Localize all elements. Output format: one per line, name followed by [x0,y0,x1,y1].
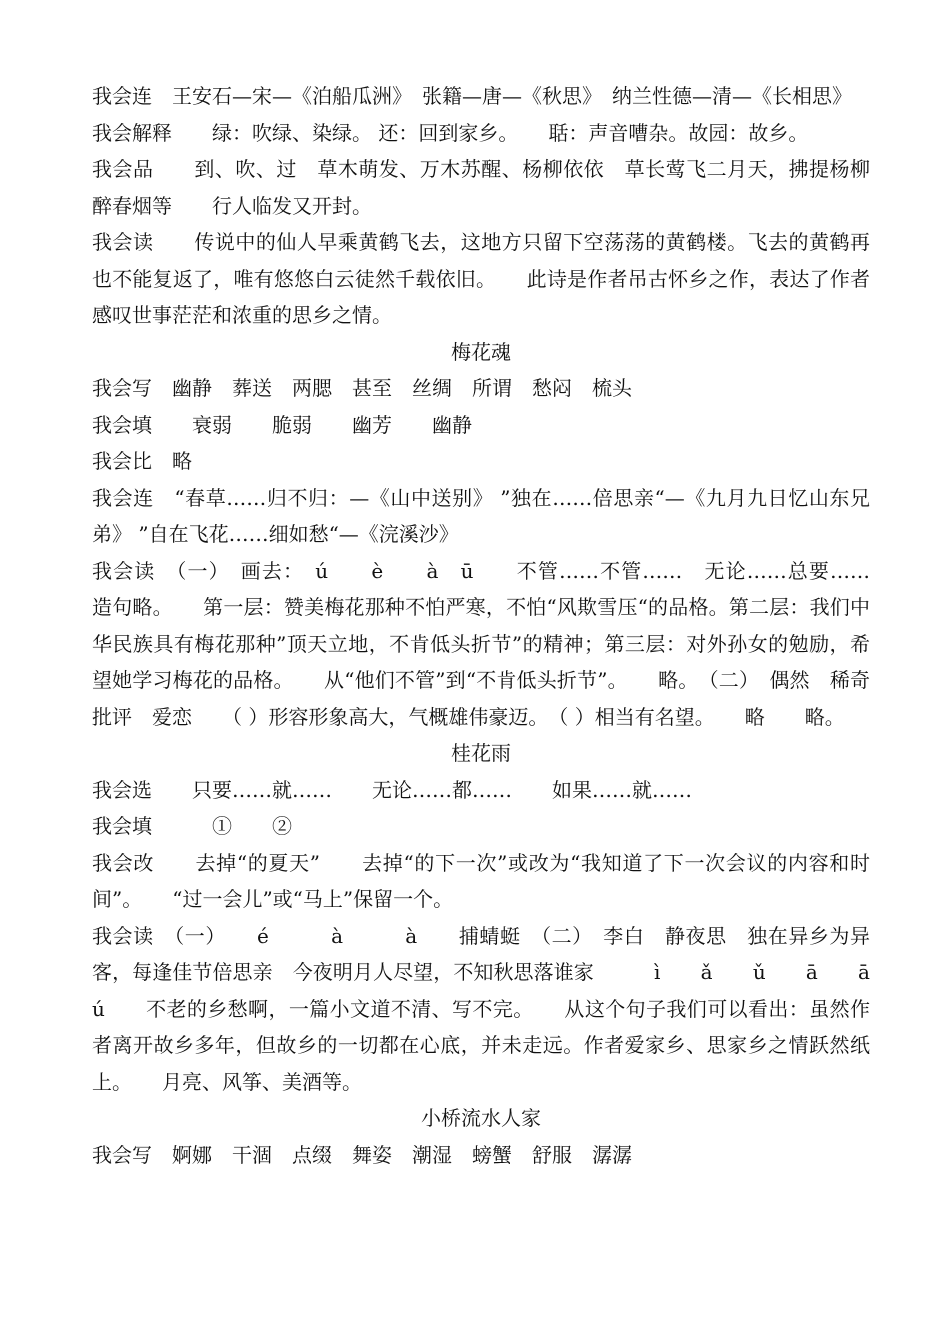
paragraph-xie-1: 我会写 幽静 葬送 两腮 甚至 丝绸 所谓 愁闷 梳头 [92,376,632,400]
section-title-xiaoqiao: 小桥流水人家 [421,1106,541,1130]
paragraph-pin: 我会品 到、吹、过 草木萌发、万木苏醒、杨柳依依 草长莺飞二月天，拂提杨柳醉春烟等 行人临发又开封。 [92,157,870,218]
document-page [92,78,890,1173]
paragraph-tian-1: 我会填 衰弱 脆弱 幽芳 幽静 [92,412,472,437]
paragraph-bi: 我会比 略 [92,449,192,473]
section-title-meihuahun: 梅花魂 [451,339,511,364]
paragraph-du-1: 我会读 传说中的仙人早乘黄鹤飞去，这地方只留下空荡荡的黄鹤楼。飞去的黄鹤再也不能复返了，唯有悠悠白云徒然千载依旧。 此诗是作者吊古怀乡之作，表达了作者感叹世事茫茫和浓重的思乡之情。 [92,230,870,327]
paragraph-tian-2: 我会填 ① ② [92,814,292,838]
paragraph-lian-2: 我会连 “春草……归不归：—《山中送别》 ”独在……倍思亲“—《九月九日忆山东兄弟》 ”自在飞花……细如愁“—《浣溪沙》 [92,485,870,546]
paragraph-jieshi: 我会解释 绿：吹绿、染绿。 还：回到家乡。 聒：声音嘈杂。故园：故乡。 [92,120,809,145]
paragraph-du-3: 我会读 （一） é à à 捕蜻蜓 （二） 李白 静夜思 独在异乡为异客，每逢佳节倍思亲 今夜明月人尽望，不知秋思落谁家 ì ǎ ǔ ā ā ú 不老的乡愁啊，一篇小文道不清、写不完。 从这个句子我们可以看出：虽然作者离开故乡多年，但故乡的一切都在心底，并未走远。作者爱家乡、思家乡之情跃然纸上。 月亮、风筝、美酒等。 [92,923,890,1094]
section-title-guihuayu: 桂花雨 [451,741,511,765]
paragraph-lian-1: 我会连 王安石—宋—《泊船瓜洲》 张籍—唐—《秋思》 纳兰性德—清—《长相思》 [92,84,852,108]
paragraph-xie-2: 我会写 婀娜 干涸 点缀 舞姿 潮湿 螃蟹 舒服 潺潺 [92,1142,632,1167]
paragraph-xuan: 我会选 只要……就…… 无论……都…… 如果……就…… [92,777,692,802]
paragraph-du-2: 我会读 （一） 画去： ú è à ū 不管……不管…… 无论……总要…… 造句略。 第一层：赞美梅花那种不怕严寒，不怕“风欺雪压“的品格。第二层：我们中华民族具有梅花那种”顶天立地，不肯低头折节”的精神；第三层：对外孙女的勉励，希望她学习梅花的品格。 从“他们不管”到“不肯低头折节”。 略。 （二） 偶然 稀奇 批评 爱恋 （ ）形容形象高大，气概雄伟豪迈。 （ ）相当有名望。 略 略。 [92,558,890,729]
paragraph-gai: 我会改 去掉“的夏天” 去掉“的下一次”或改为“我知道了下一次会议的内容和时间”。 “过一会儿”或“马上”保留一个。 [92,850,870,911]
